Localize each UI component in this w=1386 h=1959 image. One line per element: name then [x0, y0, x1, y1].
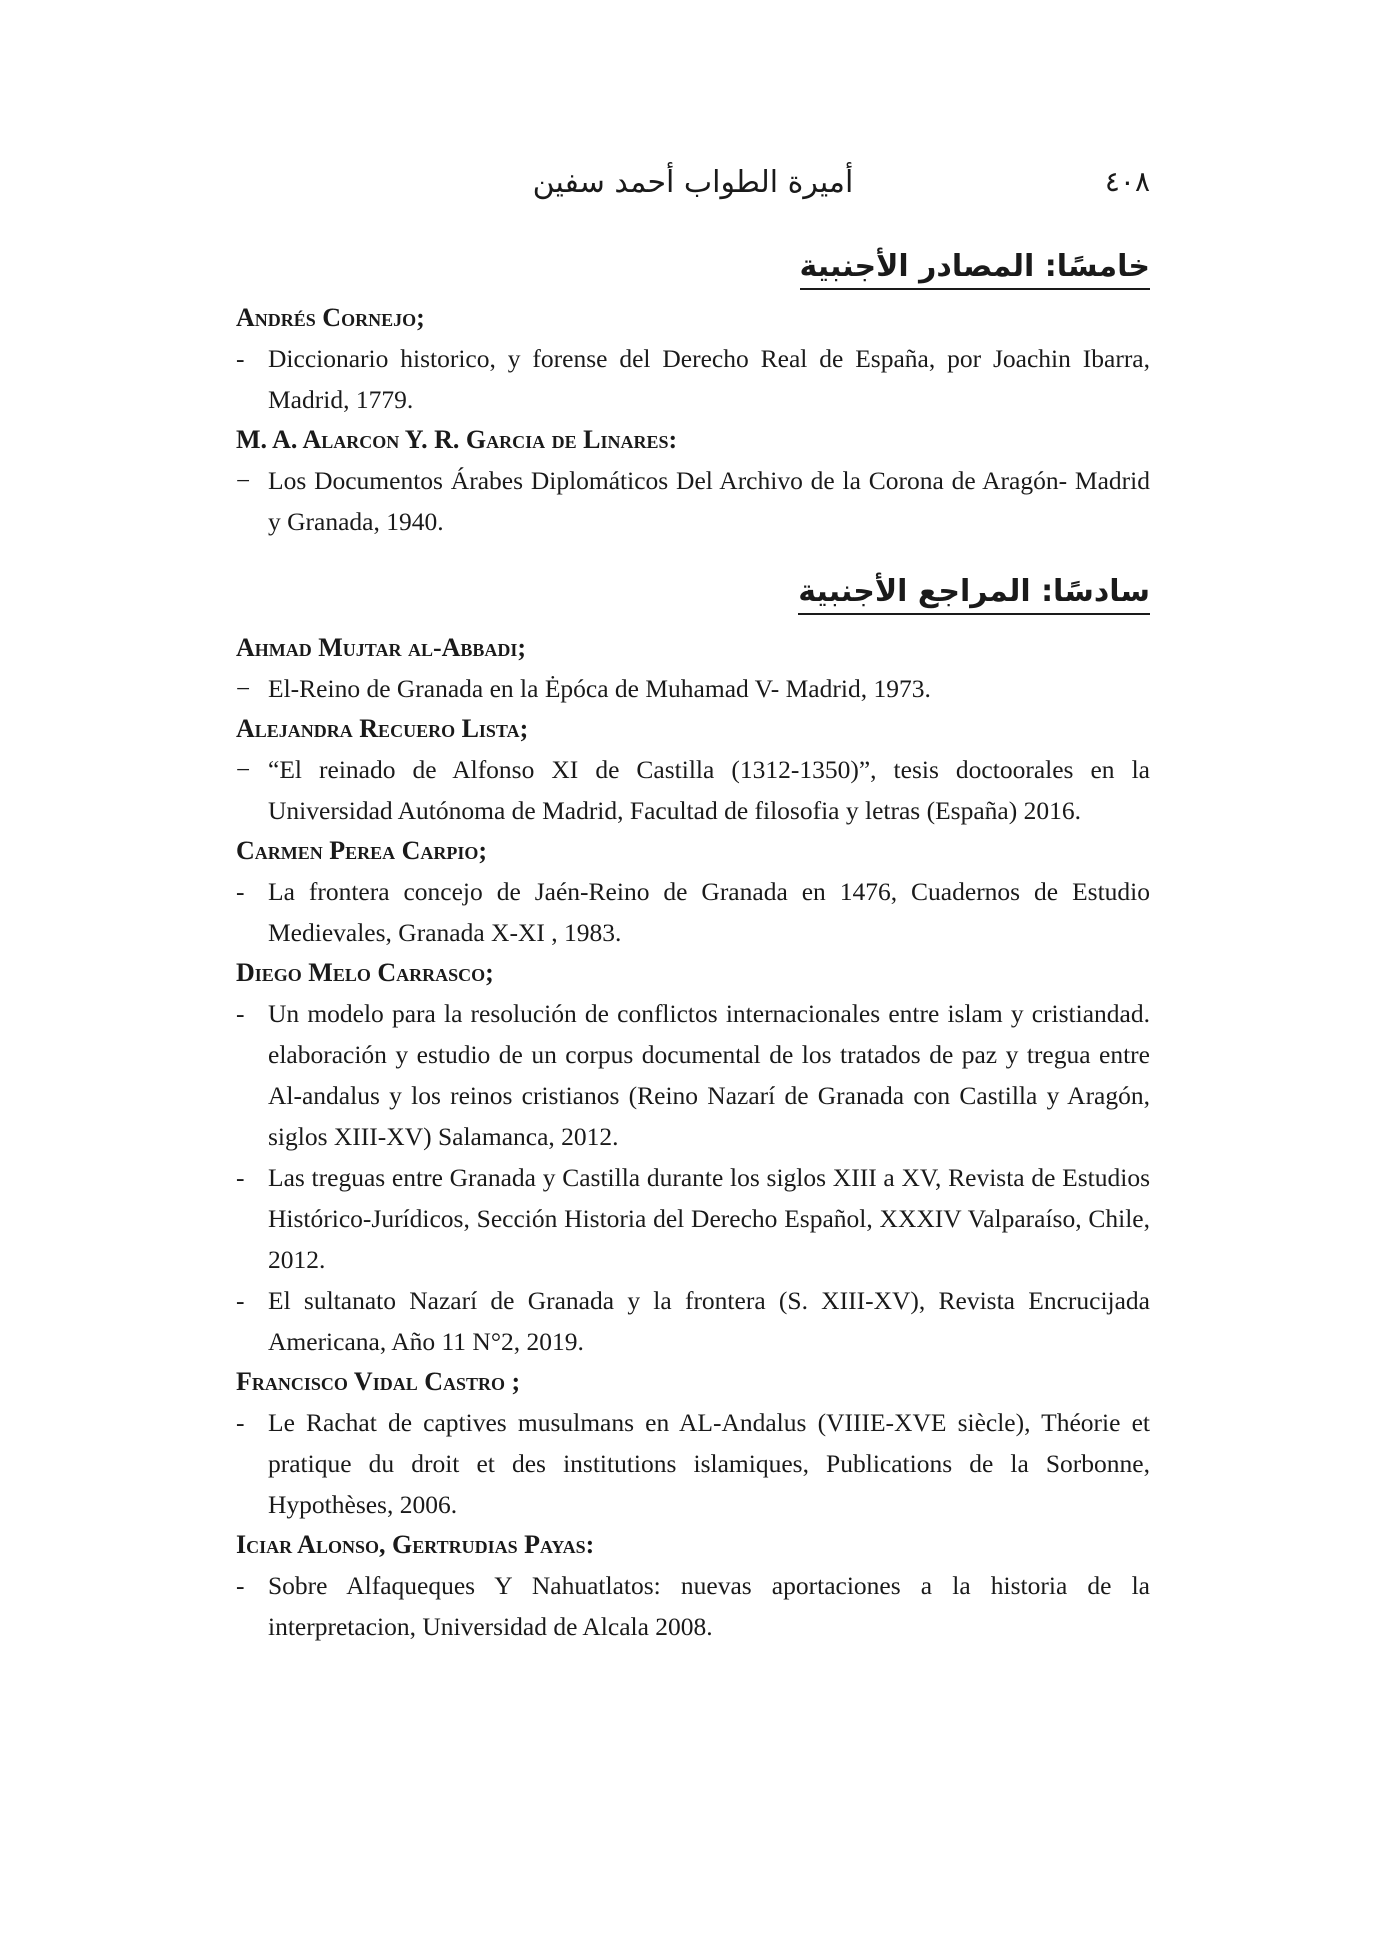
bibliography-entry [236, 668, 1150, 709]
entry-text: “El reinado de Alfonso XI de Castilla (1312-1350)”, tesis doctoorales en la Universidad Autónoma de Madrid, Facultad de filosofia y letras (España) 2016. [268, 755, 1150, 825]
entry-text: Sobre Alfaqueques Y Nahuatlatos: nuevas aportaciones a la historia de la interpretacion, Universidad de Alcala 2008. [268, 1571, 1150, 1641]
entry-text: El-Reino de Granada en la Ėpóca de Muhamad V- Madrid, 1973. [268, 674, 931, 703]
author-name: Andrés Cornejo; [236, 303, 425, 332]
entry-dash: - [236, 1408, 245, 1437]
section-heading-text: سادسًا: المراجع الأجنبية [798, 574, 1150, 615]
foreign-references-list [236, 628, 1150, 1647]
entry-text: Un modelo para la resolución de conflictos internacionales entre islam y cristiandad. elaboración y estudio de un corpus documental de los tratados de paz y tregua entre Al-andalus y los reinos cristianos (Reino Nazarí de Granada con Castilla y Aragón, siglos XIII-XV) Salamanca, 2012. [268, 999, 1150, 1151]
bibliography-entry [236, 1565, 1150, 1647]
entry-dash: - [236, 1571, 245, 1600]
section-heading-foreign-sources [236, 245, 1150, 289]
entry-dash: − [236, 674, 251, 703]
entry-text: Las treguas entre Granada y Castilla durante los siglos XIII a XV, Revista de Estudios Histórico-Jurídicos, Sección Historia del Derecho Español, XXXIV Valparaíso, Chile, 2012. [268, 1163, 1150, 1274]
bibliography-entry [236, 460, 1150, 542]
entry-text: Le Rachat de captives musulmans en AL-Andalus (VIIIE-XVE siècle), Théorie et pratique du droit et des institutions islamiques, Publications de la Sorbonne, Hypothèses, 2006. [268, 1408, 1150, 1519]
section-heading-text: خامسًا: المصادر الأجنبية [800, 249, 1150, 290]
author-name: Alejandra Recuero Lista; [236, 714, 529, 743]
entry-text: La frontera concejo de Jaén-Reino de Granada en 1476, Cuadernos de Estudio Medievales, Granada X-XI , 1983. [268, 877, 1150, 947]
author-name: Iciar Alonso, Gertrudias Payas: [236, 1530, 595, 1559]
entry-dash: - [236, 344, 245, 373]
author-name: Diego Melo Carrasco; [236, 958, 494, 987]
running-title: أميرة الطواب أحمد سفين [532, 165, 854, 200]
foreign-sources-list [236, 298, 1150, 542]
entry-text: Los Documentos Árabes Diplomáticos Del Archivo de la Corona de Aragón- Madrid y Granada, 1940. [268, 466, 1150, 536]
entry-dash: - [236, 1286, 245, 1315]
bibliography-entry [236, 338, 1150, 420]
running-header [236, 165, 1150, 209]
bibliography-entry [236, 1157, 1150, 1280]
entry-dash: - [236, 877, 245, 906]
page-number: ٤٠٨ [1104, 165, 1150, 198]
author-name: Ahmad Mujtar al-Abbadi; [236, 633, 527, 662]
entry-text: El sultanato Nazarí de Granada y la frontera (S. XIII-XV), Revista Encrucijada Americana, Año 11 N°2, 2019. [268, 1286, 1150, 1356]
entry-dash: - [236, 999, 245, 1028]
bibliography-entry [236, 1280, 1150, 1362]
section-heading-foreign-references [236, 570, 1150, 614]
bibliography-entry [236, 993, 1150, 1157]
entry-text: Diccionario historico, y forense del Derecho Real de España, por Joachin Ibarra, Madrid, 1779. [268, 344, 1150, 414]
entry-dash: − [236, 755, 251, 784]
bibliography-entry [236, 871, 1150, 953]
entry-dash: - [236, 1163, 245, 1192]
bibliography-entry [236, 1402, 1150, 1525]
author-name: Francisco Vidal Castro ; [236, 1367, 521, 1396]
author-name: Carmen Perea Carpio; [236, 836, 488, 865]
author-name: M. A. Alarcon Y. R. Garcia de Linares: [236, 425, 678, 454]
bibliography-entry [236, 749, 1150, 831]
entry-dash: − [236, 466, 251, 495]
